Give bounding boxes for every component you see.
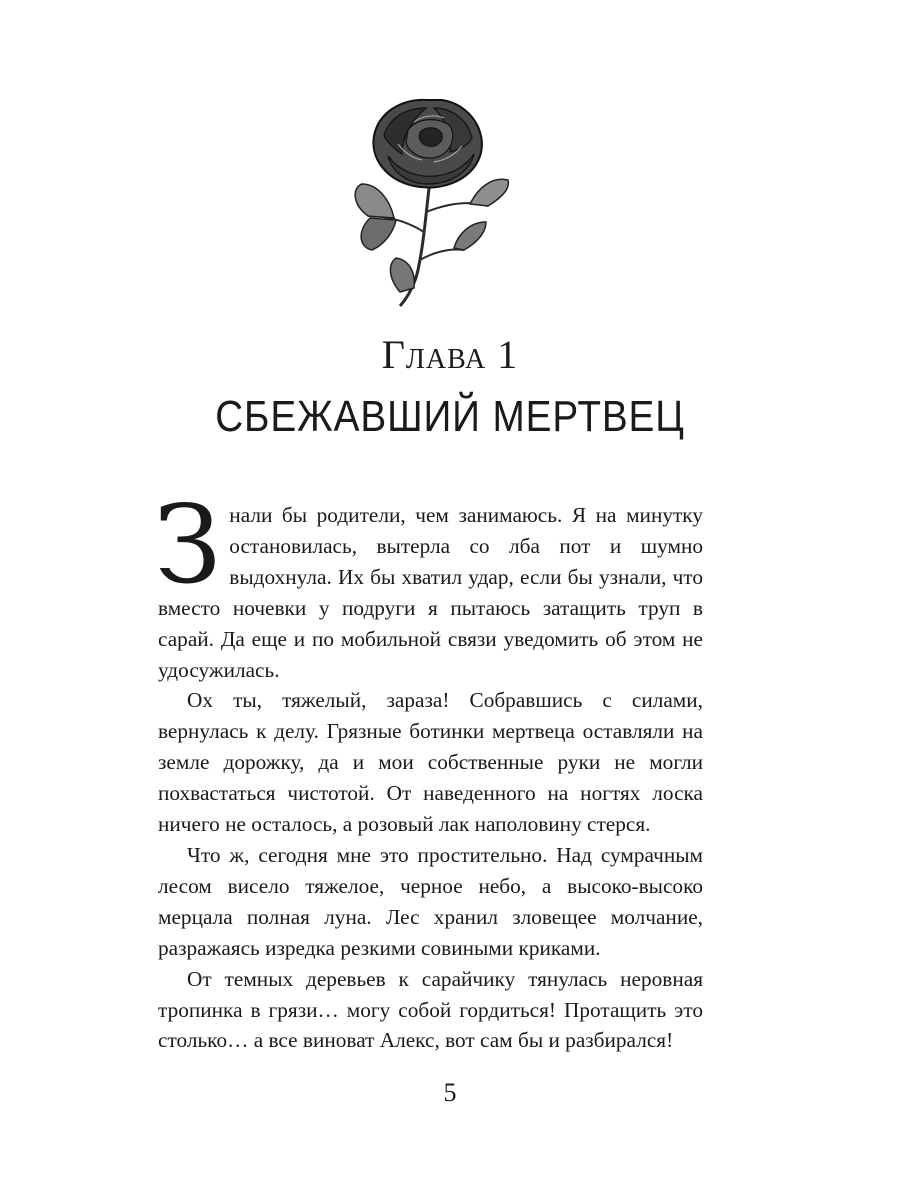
- drop-cap: З: [154, 483, 222, 608]
- chapter-label: Глава 1: [381, 332, 519, 377]
- chapter-title: СБЕЖАВШИЙ МЕРТВЕЦ: [215, 392, 685, 441]
- paragraph-3: Что ж, сегодня мне это простительно. Над сумрачным лесом висело тяжелое, черное небо, а высоко-высоко мерцала полная луна. Лес хранил зловещее молчание, разражаясь изредка резкими совиными криками.: [158, 842, 703, 960]
- body-text: [154, 483, 703, 1056]
- paragraph-1: [154, 483, 703, 685]
- page-number: 5: [443, 1078, 457, 1107]
- paragraph-4: От темных деревьев к сарайчику тянулась неровная тропинка в грязи… могу собой гордиться! Протащить это столько… а все виноват Алекс, вот сам бы и разбирался!: [158, 966, 703, 1053]
- paragraph-2: Ох ты, тяжелый, зараза! Собравшись с силами, вернулась к делу. Грязные ботинки мертвеца оставляли на земле дорожку, да и мои собственные руки не могли похвастаться чистотой. От наведенного на ногтях лоска ничего не осталось, а розовый лак наполовину стерся.: [158, 688, 703, 837]
- rose-icon: [338, 92, 518, 312]
- paragraph-1-text: нали бы родители, чем занимаюсь. Я на минутку остановилась, вытерла со лба пот и шумно выдохнула. Их бы хватил удар, если бы узнали, что вместо ночевки у подруги я пытаюсь затащить труп в сарай. Да еще и по мобильной связи уведомить об этом не удосужилась.: [158, 503, 703, 682]
